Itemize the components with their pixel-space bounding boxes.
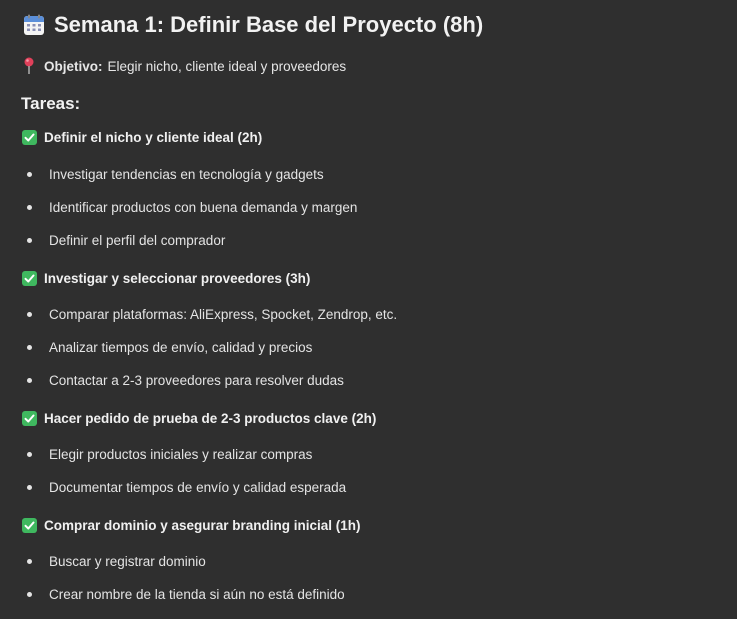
calendar-icon	[23, 14, 45, 36]
list-item-text: Buscar y registrar dominio	[49, 554, 206, 569]
page-title: Semana 1: Definir Base del Proyecto (8h)	[54, 12, 484, 37]
bullet-dot	[27, 559, 32, 564]
list-item	[22, 191, 357, 224]
check-box-icon	[22, 411, 37, 426]
list-item	[22, 471, 376, 504]
task-bullet-list	[22, 158, 357, 257]
check-box-icon	[22, 271, 37, 286]
list-item-text: Documentar tiempos de envío y calidad esperada	[49, 480, 347, 495]
task-section	[22, 408, 376, 504]
task-bullet-list	[22, 298, 397, 397]
list-item-text: Identificar productos con buena demanda y margen	[49, 200, 358, 215]
list-item	[22, 298, 397, 331]
task-heading	[22, 268, 397, 288]
list-item	[22, 331, 397, 364]
list-item-text: Crear nombre de la tienda si aún no está definido	[49, 587, 345, 602]
task-heading	[22, 408, 376, 428]
objective-text: Elegir nicho, cliente ideal y proveedores	[107, 58, 347, 74]
bullet-dot	[27, 238, 32, 243]
list-item-text: Investigar tendencias en tecnología y gadgets	[49, 167, 324, 182]
list-item	[22, 578, 361, 611]
bullet-dot	[27, 378, 32, 383]
task-title: Hacer pedido de prueba de 2-3 productos clave (2h)	[44, 410, 377, 426]
task-heading	[22, 515, 361, 535]
list-item	[22, 224, 357, 257]
task-title: Definir el nicho y cliente ideal (2h)	[44, 129, 263, 145]
tasks-heading: Tareas:	[21, 94, 81, 113]
task-title: Investigar y seleccionar proveedores (3h)	[44, 270, 311, 286]
check-box-icon	[22, 518, 37, 533]
pushpin-icon	[22, 57, 36, 75]
bullet-dot	[27, 592, 32, 597]
list-item-text: Contactar a 2-3 proveedores para resolver dudas	[49, 373, 344, 388]
bullet-dot	[27, 312, 32, 317]
list-item	[22, 545, 361, 578]
task-title: Comprar dominio y asegurar branding inicial (1h)	[44, 517, 361, 533]
bullet-dot	[27, 485, 32, 490]
bullet-dot	[27, 172, 32, 177]
bullet-dot	[27, 345, 32, 350]
list-item	[22, 158, 357, 191]
list-item-text: Elegir productos iniciales y realizar compras	[49, 447, 313, 462]
objective-label: Objetivo:	[44, 58, 103, 74]
list-item-text: Analizar tiempos de envío, calidad y precios	[49, 340, 313, 355]
task-section	[22, 268, 397, 397]
bullet-dot	[27, 452, 32, 457]
task-section	[22, 515, 361, 611]
list-item	[22, 364, 397, 397]
list-item	[22, 438, 376, 471]
bullet-dot	[27, 205, 32, 210]
objective-row	[22, 57, 346, 75]
task-section	[22, 127, 357, 257]
task-bullet-list	[22, 545, 361, 611]
list-item-text: Definir el perfil del comprador	[49, 233, 226, 248]
task-bullet-list	[22, 438, 376, 504]
check-box-icon	[22, 130, 37, 145]
task-heading	[22, 127, 357, 147]
title-row	[23, 12, 483, 38]
list-item-text: Comparar plataformas: AliExpress, Spocket, Zendrop, etc.	[49, 307, 398, 322]
